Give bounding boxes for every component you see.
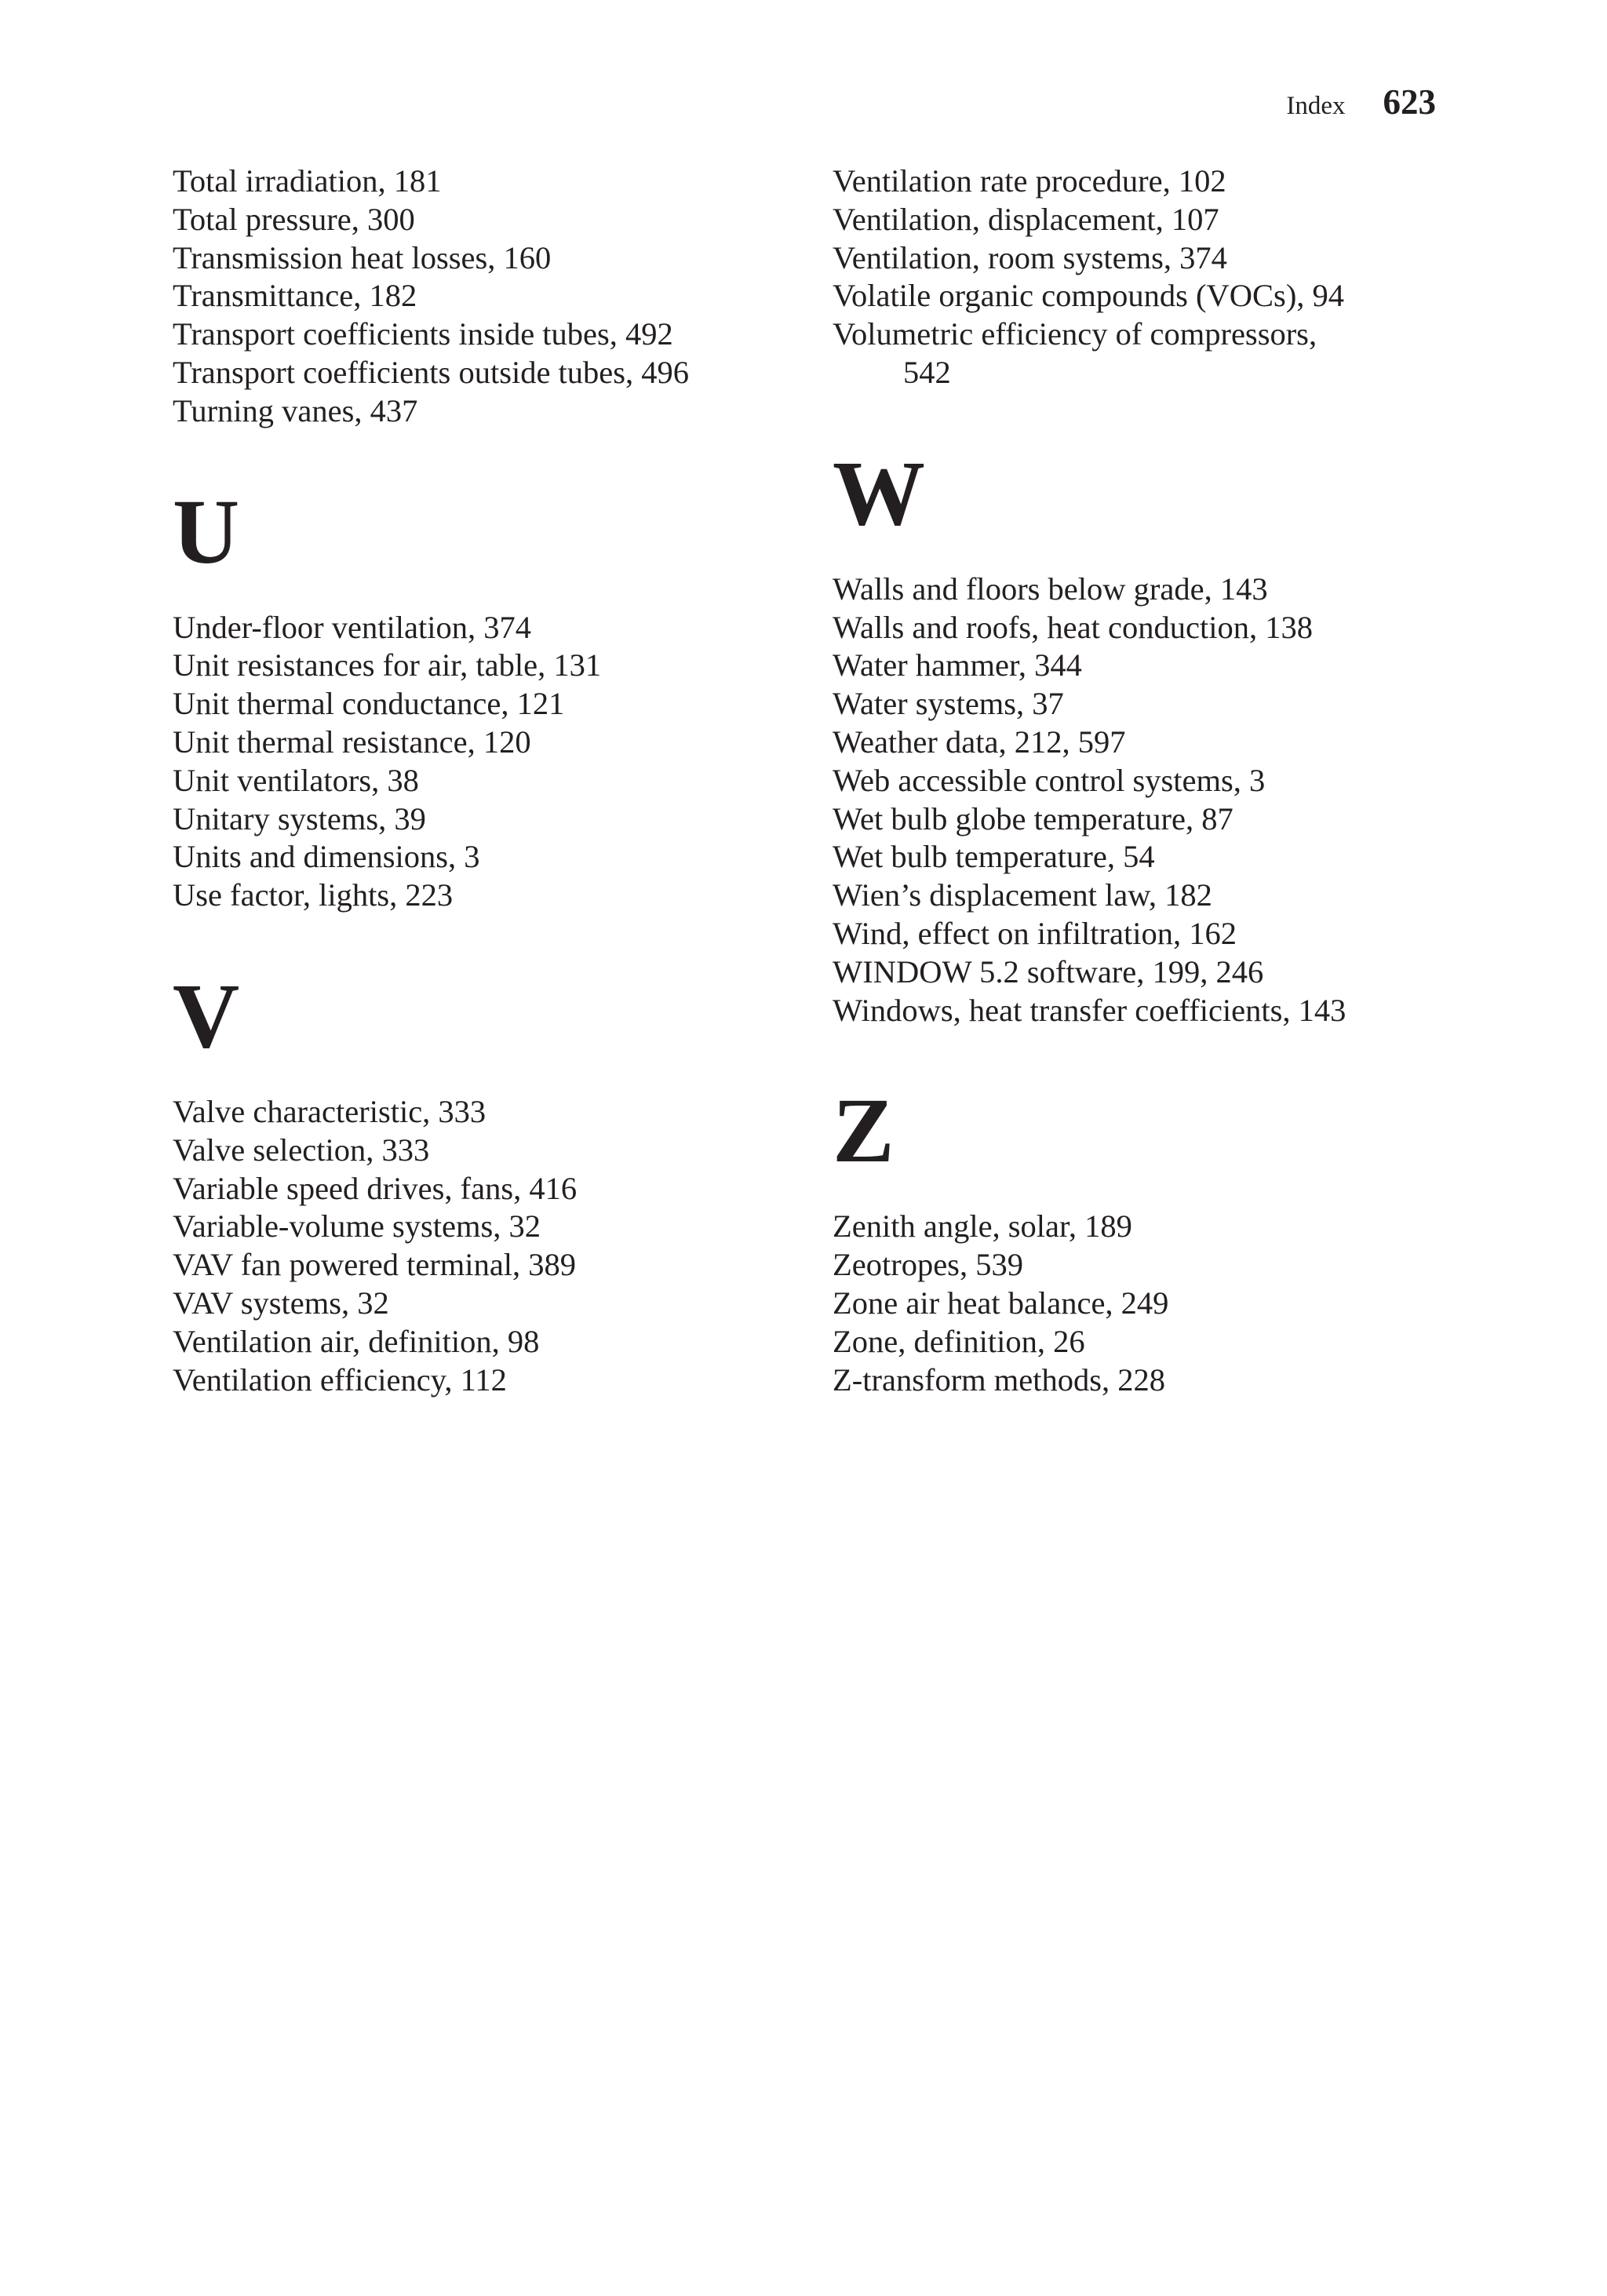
running-head <box>1286 82 1436 122</box>
index-entry: Water hammer, 344 <box>833 647 1082 683</box>
index-entry-continuation: 542 <box>903 354 951 390</box>
index-entry: Valve selection, 333 <box>173 1132 430 1168</box>
index-column-left <box>173 162 847 1399</box>
index-entry: Windows, heat transfer coefficients, 143 <box>833 992 1346 1028</box>
index-entry: Ventilation air, definition, 98 <box>173 1323 540 1359</box>
section-letter-v: V <box>173 964 240 1067</box>
index-entry: Walls and roofs, heat conduction, 138 <box>833 609 1313 645</box>
index-entry: Zenith angle, solar, 189 <box>833 1208 1132 1245</box>
index-entry: WINDOW 5.2 software, 199, 246 <box>833 953 1264 989</box>
index-entry: Z-transform methods, 228 <box>833 1361 1166 1398</box>
index-entry: Weather data, 212, 597 <box>833 723 1126 760</box>
index-entry: Wind, effect on infiltration, 162 <box>833 915 1237 951</box>
index-entry: Water systems, 37 <box>833 686 1064 722</box>
index-entry: Zone, definition, 26 <box>833 1323 1085 1359</box>
index-entry: Ventilation, displacement, 107 <box>833 201 1219 237</box>
index-entry: Unit resistances for air, table, 131 <box>173 647 602 683</box>
index-entry: Turning vanes, 437 <box>173 392 418 428</box>
index-entry: Ventilation rate procedure, 102 <box>833 163 1226 199</box>
index-column-right <box>833 162 1507 1399</box>
index-entry: Ventilation, room systems, 374 <box>833 239 1227 275</box>
index-entry-text: Volumetric efficiency of compressors, <box>833 316 1317 352</box>
index-entry: Ventilation efficiency, 112 <box>173 1361 507 1398</box>
index-entry: Unitary systems, 39 <box>173 800 426 836</box>
index-entry: Use factor, lights, 223 <box>173 877 454 913</box>
index-entry: Zeotropes, 539 <box>833 1247 1023 1283</box>
index-entry: Total pressure, 300 <box>173 201 415 237</box>
index-entry: Unit thermal resistance, 120 <box>173 723 531 760</box>
index-entry: Unit thermal conductance, 121 <box>173 686 565 722</box>
index-entry: Volatile organic compounds (VOCs), 94 <box>833 278 1345 314</box>
section-letter-u: U <box>173 479 240 583</box>
index-entry: Transport coefficients outside tubes, 496 <box>173 354 690 390</box>
index-entry: Transmittance, 182 <box>173 278 417 314</box>
section-letter-z: Z <box>833 1079 895 1183</box>
page-number: 623 <box>1383 82 1436 122</box>
index-entry: Transmission heat losses, 160 <box>173 239 552 275</box>
running-head-label: Index <box>1286 92 1346 120</box>
index-entry: Unit ventilators, 38 <box>173 762 419 798</box>
index-entry: Units and dimensions, 3 <box>173 839 480 875</box>
index-entry: Variable-volume systems, 32 <box>173 1208 541 1245</box>
section-letter-w: W <box>833 441 925 545</box>
index-entry <box>833 315 1507 392</box>
index-entry: Wet bulb globe temperature, 87 <box>833 800 1233 836</box>
index-entry: Walls and floors below grade, 143 <box>833 570 1268 607</box>
index-entry: Under-floor ventilation, 374 <box>173 609 531 645</box>
index-entry: Valve characteristic, 333 <box>173 1093 486 1129</box>
index-entry: Web accessible control systems, 3 <box>833 762 1266 798</box>
index-entry: Zone air heat balance, 249 <box>833 1285 1169 1321</box>
index-entry: VAV fan powered terminal, 389 <box>173 1247 577 1283</box>
index-entry: Wet bulb temperature, 54 <box>833 839 1155 875</box>
index-entry: VAV systems, 32 <box>173 1285 389 1321</box>
index-entry: Wien’s displacement law, 182 <box>833 877 1212 913</box>
index-entry: Variable speed drives, fans, 416 <box>173 1170 578 1206</box>
index-entry: Total irradiation, 181 <box>173 163 442 199</box>
index-entry: Transport coefficients inside tubes, 492 <box>173 316 673 352</box>
